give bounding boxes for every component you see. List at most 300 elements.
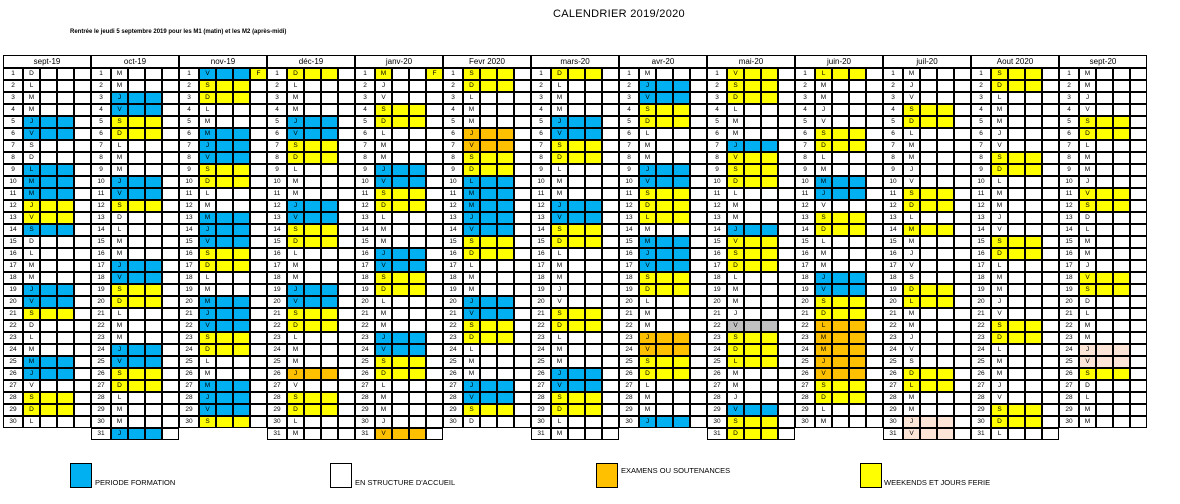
legend-swatch — [596, 463, 618, 488]
holiday-marker — [954, 320, 971, 332]
day-number: 19 — [971, 284, 991, 296]
holiday-marker — [778, 380, 795, 392]
weekday-letter: D — [287, 320, 304, 332]
weekday-letter: S — [111, 200, 128, 212]
day-row — [531, 104, 619, 116]
weekday-letter: D — [551, 404, 568, 416]
day-number: 22 — [355, 320, 375, 332]
weekday-letter: J — [903, 164, 920, 176]
period-cell — [409, 80, 426, 92]
holiday-marker — [1130, 404, 1147, 416]
day-number: 2 — [179, 80, 199, 92]
period-cell — [233, 164, 250, 176]
weekday-letter: L — [991, 428, 1008, 440]
day-number: 17 — [267, 260, 287, 272]
day-number: 14 — [531, 224, 551, 236]
period-cell — [761, 248, 778, 260]
holiday-marker — [162, 104, 179, 116]
day-row — [795, 272, 883, 284]
period-cell — [1096, 176, 1113, 188]
holiday-marker — [602, 368, 619, 380]
day-row — [707, 224, 795, 236]
day-number: 26 — [619, 368, 639, 380]
day-row — [179, 140, 267, 152]
day-row — [795, 188, 883, 200]
period-cell — [673, 68, 690, 80]
holiday-marker — [954, 260, 971, 272]
period-cell — [409, 236, 426, 248]
weekday-letter: J — [463, 296, 480, 308]
weekday-letter: J — [903, 80, 920, 92]
holiday-marker — [778, 320, 795, 332]
period-cell — [497, 224, 514, 236]
holiday-marker — [338, 152, 355, 164]
weekday-letter: M — [463, 200, 480, 212]
day-row — [179, 356, 267, 368]
legend-swatch — [330, 463, 352, 488]
month-header: mars-20 — [531, 55, 619, 68]
day-number: 5 — [971, 116, 991, 128]
weekday-letter: V — [199, 404, 216, 416]
weekday-letter: V — [23, 380, 40, 392]
day-row — [267, 104, 355, 116]
period-cell — [1096, 128, 1113, 140]
day-row — [355, 140, 443, 152]
day-number: 10 — [883, 176, 903, 188]
weekday-letter: J — [727, 392, 744, 404]
weekday-letter: V — [375, 92, 392, 104]
weekday-letter: M — [727, 296, 744, 308]
period-cell — [761, 344, 778, 356]
weekday-letter: M — [199, 200, 216, 212]
weekday-letter: V — [463, 140, 480, 152]
weekday-letter: D — [727, 428, 744, 440]
holiday-marker — [514, 236, 531, 248]
holiday-marker — [690, 104, 707, 116]
day-row — [531, 308, 619, 320]
period-cell — [233, 368, 250, 380]
weekday-letter: M — [815, 248, 832, 260]
weekday-letter: L — [903, 128, 920, 140]
weekday-letter: M — [727, 128, 744, 140]
weekday-letter: V — [111, 356, 128, 368]
day-number: 14 — [355, 224, 375, 236]
day-number: 8 — [267, 152, 287, 164]
weekday-letter: M — [551, 92, 568, 104]
day-number: 16 — [795, 248, 815, 260]
holiday-marker — [514, 332, 531, 344]
period-cell — [57, 80, 74, 92]
day-row — [531, 68, 619, 80]
period-cell — [761, 92, 778, 104]
period-cell — [761, 128, 778, 140]
legend-label: EXAMENS OU SOUTENANCES — [621, 466, 731, 475]
period-cell — [832, 68, 849, 80]
day-number: 1 — [795, 68, 815, 80]
weekday-letter: J — [639, 332, 656, 344]
weekday-letter: L — [815, 320, 832, 332]
period-cell — [585, 272, 602, 284]
weekday-letter: V — [287, 212, 304, 224]
holiday-marker — [1042, 356, 1059, 368]
period-cell — [937, 68, 954, 80]
day-row — [531, 392, 619, 404]
weekday-letter: D — [991, 248, 1008, 260]
weekday-letter: S — [463, 404, 480, 416]
period-cell — [233, 68, 250, 80]
day-number: 6 — [707, 128, 727, 140]
period-cell — [321, 236, 338, 248]
period-cell — [392, 356, 409, 368]
day-row — [619, 188, 707, 200]
day-row — [795, 224, 883, 236]
period-cell — [321, 224, 338, 236]
day-row — [91, 260, 179, 272]
day-number: 7 — [795, 140, 815, 152]
period-cell — [1008, 320, 1025, 332]
period-cell — [761, 152, 778, 164]
day-number: 22 — [971, 320, 991, 332]
period-cell — [673, 272, 690, 284]
period-cell — [832, 176, 849, 188]
day-number: 10 — [3, 176, 23, 188]
weekday-letter: S — [1079, 116, 1096, 128]
day-row — [443, 140, 531, 152]
period-cell — [497, 332, 514, 344]
period-cell — [1113, 332, 1130, 344]
day-number: 5 — [267, 116, 287, 128]
period-cell — [920, 296, 937, 308]
period-cell — [832, 140, 849, 152]
holiday-marker — [602, 152, 619, 164]
day-number: 13 — [883, 212, 903, 224]
period-cell — [392, 272, 409, 284]
weekday-letter: J — [375, 332, 392, 344]
weekday-letter: L — [991, 260, 1008, 272]
period-cell — [40, 416, 57, 428]
weekday-letter: J — [1079, 260, 1096, 272]
weekday-letter: S — [551, 140, 568, 152]
period-cell — [304, 224, 321, 236]
weekday-letter: S — [639, 188, 656, 200]
day-number: 22 — [531, 320, 551, 332]
period-cell — [673, 320, 690, 332]
weekday-letter: S — [463, 236, 480, 248]
day-number: 24 — [3, 344, 23, 356]
period-cell — [761, 224, 778, 236]
holiday-marker — [954, 92, 971, 104]
period-cell — [937, 332, 954, 344]
period-cell — [497, 152, 514, 164]
period-cell — [233, 200, 250, 212]
weekday-letter: L — [375, 380, 392, 392]
weekday-letter: S — [287, 308, 304, 320]
weekday-letter: M — [111, 248, 128, 260]
weekday-letter: M — [551, 260, 568, 272]
period-cell — [321, 164, 338, 176]
weekday-letter: M — [23, 176, 40, 188]
day-row — [355, 416, 443, 428]
weekday-letter: D — [551, 236, 568, 248]
day-row — [443, 344, 531, 356]
period-cell — [937, 176, 954, 188]
weekday-letter: V — [815, 368, 832, 380]
weekday-letter: L — [199, 188, 216, 200]
day-row — [355, 392, 443, 404]
day-row — [355, 296, 443, 308]
weekday-letter: M — [287, 272, 304, 284]
day-number: 25 — [91, 356, 111, 368]
period-cell — [1025, 356, 1042, 368]
period-cell — [480, 188, 497, 200]
day-number: 2 — [355, 80, 375, 92]
day-row — [179, 80, 267, 92]
day-number: 21 — [91, 308, 111, 320]
holiday-marker — [74, 80, 91, 92]
period-cell — [832, 380, 849, 392]
day-number: 16 — [619, 248, 639, 260]
period-cell — [480, 128, 497, 140]
holiday-marker — [866, 140, 883, 152]
day-row — [883, 104, 971, 116]
period-cell — [673, 176, 690, 188]
weekday-letter: M — [111, 152, 128, 164]
weekday-letter: V — [111, 272, 128, 284]
period-cell — [233, 404, 250, 416]
day-number: 16 — [267, 248, 287, 260]
weekday-letter: L — [111, 224, 128, 236]
period-cell — [656, 68, 673, 80]
period-cell — [920, 380, 937, 392]
period-cell — [1025, 416, 1042, 428]
day-row — [1059, 284, 1147, 296]
day-row — [795, 68, 883, 80]
period-cell — [849, 140, 866, 152]
day-number: 21 — [267, 308, 287, 320]
period-cell — [216, 188, 233, 200]
holiday-marker — [954, 308, 971, 320]
weekday-letter: S — [991, 320, 1008, 332]
period-cell — [585, 356, 602, 368]
day-number: 11 — [179, 188, 199, 200]
period-cell — [233, 176, 250, 188]
day-row — [355, 212, 443, 224]
period-cell — [920, 92, 937, 104]
period-cell — [656, 80, 673, 92]
day-row — [1059, 392, 1147, 404]
day-number: 17 — [531, 260, 551, 272]
weekday-letter: L — [815, 152, 832, 164]
holiday-marker — [778, 128, 795, 140]
period-cell — [832, 404, 849, 416]
holiday-marker: F — [250, 68, 267, 80]
day-row — [883, 392, 971, 404]
day-number: 27 — [531, 380, 551, 392]
period-cell — [57, 260, 74, 272]
weekday-letter: L — [111, 140, 128, 152]
period-cell — [744, 80, 761, 92]
day-number: 13 — [531, 212, 551, 224]
day-number: 9 — [619, 164, 639, 176]
day-row — [619, 224, 707, 236]
day-number: 13 — [795, 212, 815, 224]
weekday-letter: M — [727, 380, 744, 392]
period-cell — [321, 308, 338, 320]
period-cell — [128, 200, 145, 212]
weekday-letter: M — [815, 260, 832, 272]
period-cell — [920, 404, 937, 416]
holiday-marker — [162, 128, 179, 140]
day-row — [1059, 320, 1147, 332]
period-cell — [1113, 356, 1130, 368]
day-row — [883, 200, 971, 212]
day-number: 16 — [971, 248, 991, 260]
period-cell — [673, 224, 690, 236]
period-cell — [304, 116, 321, 128]
period-cell — [568, 104, 585, 116]
period-cell — [233, 320, 250, 332]
period-cell — [128, 248, 145, 260]
period-cell — [744, 68, 761, 80]
day-number: 2 — [795, 80, 815, 92]
day-number: 10 — [531, 176, 551, 188]
day-number: 26 — [883, 368, 903, 380]
day-number: 3 — [267, 92, 287, 104]
holiday-marker — [602, 404, 619, 416]
period-cell — [409, 404, 426, 416]
weekday-letter: D — [287, 404, 304, 416]
holiday-marker — [426, 320, 443, 332]
period-cell — [832, 308, 849, 320]
period-cell — [392, 332, 409, 344]
holiday-marker — [1130, 272, 1147, 284]
holiday-marker — [602, 260, 619, 272]
holiday-marker — [1042, 176, 1059, 188]
period-cell — [1096, 236, 1113, 248]
period-cell — [145, 212, 162, 224]
month-column — [1059, 55, 1147, 444]
day-row — [3, 152, 91, 164]
weekday-letter: S — [1079, 200, 1096, 212]
period-cell — [145, 200, 162, 212]
weekday-letter: L — [903, 380, 920, 392]
period-cell — [128, 380, 145, 392]
period-cell — [216, 380, 233, 392]
day-number: 19 — [531, 284, 551, 296]
period-cell — [392, 140, 409, 152]
period-cell — [216, 68, 233, 80]
holiday-marker — [778, 188, 795, 200]
holiday-marker — [1042, 128, 1059, 140]
day-number: 18 — [971, 272, 991, 284]
period-cell — [920, 116, 937, 128]
weekday-letter: M — [287, 92, 304, 104]
period-cell — [1096, 140, 1113, 152]
period-cell — [321, 152, 338, 164]
period-cell — [392, 200, 409, 212]
day-row — [707, 248, 795, 260]
weekday-letter: D — [903, 284, 920, 296]
day-row — [795, 332, 883, 344]
day-number: 27 — [3, 380, 23, 392]
period-cell — [937, 164, 954, 176]
holiday-marker — [250, 404, 267, 416]
period-cell — [920, 416, 937, 428]
day-number: 21 — [971, 308, 991, 320]
day-number: 28 — [883, 392, 903, 404]
holiday-marker — [602, 128, 619, 140]
holiday-marker — [1042, 404, 1059, 416]
period-cell — [920, 224, 937, 236]
day-number: 3 — [619, 92, 639, 104]
weekday-letter: L — [639, 212, 656, 224]
weekday-letter: J — [815, 104, 832, 116]
weekday-letter: D — [903, 368, 920, 380]
day-row — [3, 176, 91, 188]
month-column — [531, 55, 619, 444]
period-cell — [1025, 92, 1042, 104]
period-cell — [57, 224, 74, 236]
period-cell — [1008, 188, 1025, 200]
holiday-marker — [1130, 164, 1147, 176]
holiday-marker — [866, 188, 883, 200]
period-cell — [937, 356, 954, 368]
period-cell — [321, 392, 338, 404]
period-cell — [409, 296, 426, 308]
period-cell — [40, 164, 57, 176]
day-row — [971, 248, 1059, 260]
period-cell — [392, 176, 409, 188]
day-number: 1 — [355, 68, 375, 80]
weekday-letter: J — [287, 116, 304, 128]
weekday-letter: V — [639, 176, 656, 188]
weekday-letter: M — [639, 308, 656, 320]
holiday-marker — [954, 296, 971, 308]
period-cell — [656, 284, 673, 296]
period-cell — [673, 404, 690, 416]
period-cell — [497, 260, 514, 272]
day-row — [883, 332, 971, 344]
period-cell — [409, 332, 426, 344]
weekday-letter: M — [991, 356, 1008, 368]
day-row — [1059, 356, 1147, 368]
period-cell — [497, 416, 514, 428]
day-number: 6 — [619, 128, 639, 140]
period-cell — [145, 284, 162, 296]
period-cell — [744, 308, 761, 320]
month-column — [971, 55, 1059, 444]
holiday-marker — [778, 296, 795, 308]
period-cell — [497, 368, 514, 380]
day-row — [531, 164, 619, 176]
period-cell — [920, 248, 937, 260]
weekday-letter: L — [727, 272, 744, 284]
period-cell — [1025, 368, 1042, 380]
period-cell — [656, 368, 673, 380]
period-cell — [409, 428, 426, 440]
period-cell — [216, 212, 233, 224]
holiday-marker — [1130, 296, 1147, 308]
holiday-marker — [338, 164, 355, 176]
holiday-marker — [1042, 164, 1059, 176]
weekday-letter: M — [463, 272, 480, 284]
day-row — [443, 284, 531, 296]
day-row — [531, 248, 619, 260]
day-number: 14 — [443, 224, 463, 236]
day-number: 6 — [3, 128, 23, 140]
weekday-letter: M — [727, 368, 744, 380]
period-cell — [145, 176, 162, 188]
